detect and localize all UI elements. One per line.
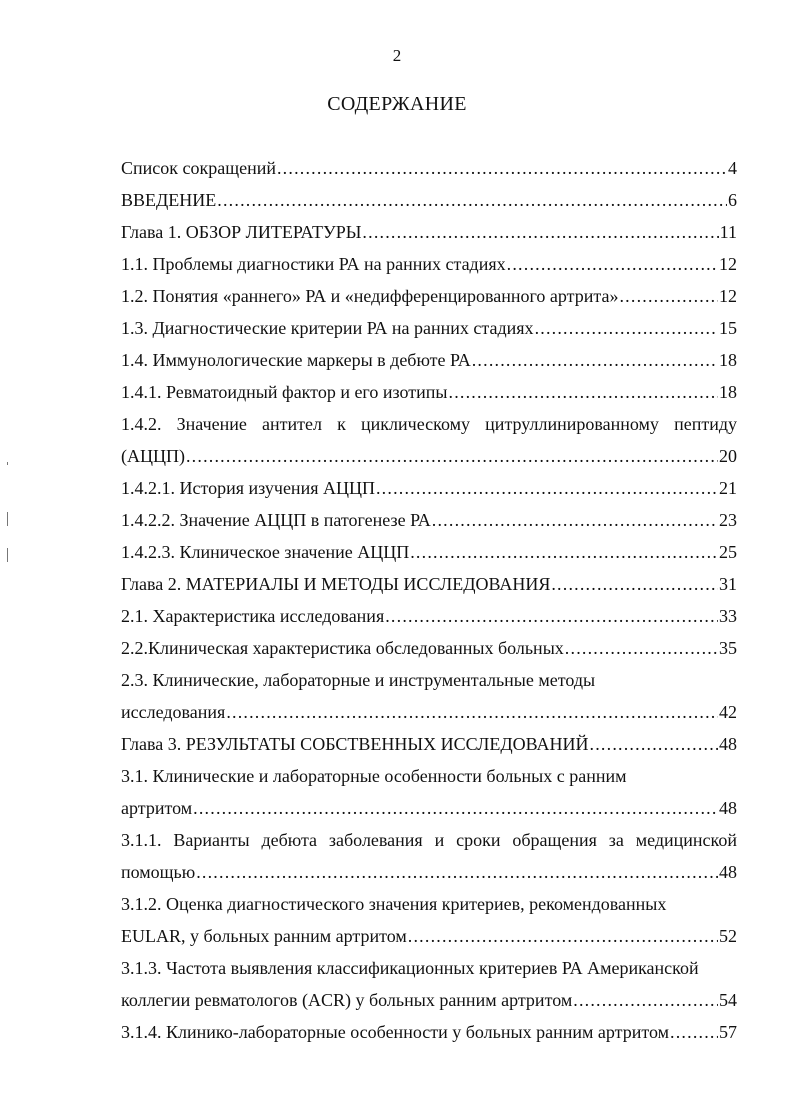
toc-entry-label: 1.4. Иммунологические маркеры в дебюте РА: [121, 350, 471, 370]
toc-entry-label: 1.4.1. Ревматоидный фактор и его изотипы: [121, 382, 448, 402]
toc-entry: [121, 568, 737, 600]
toc-entry-page: 48: [719, 862, 737, 882]
dot-leader: [573, 984, 718, 1016]
dot-leader: [565, 632, 718, 664]
page-title: СОДЕРЖАНИЕ: [327, 93, 467, 115]
toc-entry-page: 48: [719, 734, 737, 754]
toc-entry-page: 4: [728, 158, 737, 178]
toc-entry-page: 15: [719, 318, 737, 338]
dot-leader: [385, 600, 718, 632]
table-of-contents: [121, 152, 737, 1048]
toc-entry-label: помощью: [121, 862, 196, 882]
toc-entry-label: (АЦЦП): [121, 446, 185, 466]
toc-entry-label: 1.4.2.2. Значение АЦЦП в патогенезе РА: [121, 510, 431, 530]
toc-entry-label: Список сокращений: [121, 158, 276, 178]
toc-entry-label: коллегии ревматологов (ACR) у больных ранним артритом: [121, 990, 573, 1010]
toc-entry-page: 18: [719, 382, 737, 402]
toc-entry-page: 18: [719, 350, 737, 370]
dot-leader: [619, 280, 718, 312]
toc-entry-page: 52: [719, 926, 737, 946]
toc-entry-label: EULAR, у больных ранним артритом: [121, 926, 407, 946]
dot-leader: [277, 152, 727, 184]
toc-entry: [121, 440, 737, 472]
toc-entry: [121, 216, 737, 248]
toc-entry-page: 25: [719, 542, 737, 562]
toc-entry-line: 3.1.1. Варианты дебюта заболевания и сроки обращения за медицинской: [121, 830, 737, 850]
toc-entry: [121, 792, 737, 824]
dot-leader: [226, 696, 718, 728]
toc-entry-label: 1.4.2.3. Клиническое значение АЦЦП: [121, 542, 410, 562]
toc-entry-line: 3.1.2. Оценка диагностического значения критериев, рекомендованных: [121, 894, 667, 914]
toc-entry-label: 2.1. Характеристика исследования: [121, 606, 385, 626]
toc-entry: [121, 472, 737, 504]
toc-entry: [121, 856, 737, 888]
toc-entry-line: 3.1. Клинические и лабораторные особенности больных с ранним: [121, 766, 627, 786]
toc-entry-page: 21: [719, 478, 737, 498]
toc-entry: [121, 312, 737, 344]
toc-entry: [121, 920, 737, 952]
toc-entry-page: 6: [728, 190, 737, 210]
toc-entry-page: 20: [719, 446, 737, 466]
dot-leader: [196, 856, 718, 888]
toc-entry-page: 33: [719, 606, 737, 626]
toc-entry-label: 1.4.2.1. История изучения АЦЦП: [121, 478, 375, 498]
toc-entry-page: 11: [719, 222, 737, 242]
dot-leader: [432, 504, 718, 536]
toc-entry-page: 57: [719, 1022, 737, 1042]
toc-entry-page: 31: [719, 574, 737, 594]
toc-entry-label: ВВЕДЕНИЕ: [121, 190, 217, 210]
toc-entry-line: 3.1.3. Частота выявления классификационных критериев РА Американской: [121, 958, 699, 978]
toc-entry-page: 23: [719, 510, 737, 530]
toc-entry: [121, 1016, 737, 1048]
dot-leader: [193, 792, 718, 824]
toc-entry-line: 1.4.2. Значение антител к циклическому цитруллинированному пептиду: [121, 414, 737, 434]
dot-leader: [535, 312, 718, 344]
toc-entry-page: 42: [719, 702, 737, 722]
scan-margin-mark: [7, 462, 8, 465]
dot-leader: [217, 184, 727, 216]
toc-entry-page: 12: [719, 254, 737, 274]
dot-leader: [408, 920, 718, 952]
toc-entry: [121, 280, 737, 312]
toc-entry-label: Глава 1. ОБЗОР ЛИТЕРАТУРЫ: [121, 222, 362, 242]
toc-entry-label: 1.3. Диагностические критерии РА на ранних стадиях: [121, 318, 534, 338]
toc-entry: [121, 344, 737, 376]
dot-leader: [362, 216, 718, 248]
dot-leader: [590, 728, 718, 760]
toc-entry-page: 12: [719, 286, 737, 306]
toc-entry-page: 48: [719, 798, 737, 818]
dot-leader: [410, 536, 718, 568]
toc-entry: [121, 536, 737, 568]
toc-entry: [121, 696, 737, 728]
dot-leader: [186, 440, 718, 472]
dot-leader: [449, 376, 719, 408]
toc-entry-label: Глава 3. РЕЗУЛЬТАТЫ СОБСТВЕННЫХ ИССЛЕДОВАНИЙ: [121, 734, 589, 754]
dot-leader: [670, 1016, 718, 1048]
toc-entry-label: 2.2.Клиническая характеристика обследованных больных: [121, 638, 564, 658]
toc-entry-page: 35: [719, 638, 737, 658]
toc-entry-label: 3.1.4. Клинико-лабораторные особенности у больных ранним артритом: [121, 1022, 670, 1042]
toc-entry: [121, 728, 737, 760]
toc-entry-line: 2.3. Клинические, лабораторные и инструментальные методы: [121, 670, 596, 690]
toc-entry-label: 1.2. Понятия «раннего» РА и «недифференцированного артрита»: [121, 286, 619, 306]
toc-entry-label: 1.1. Проблемы диагностики РА на ранних стадиях: [121, 254, 506, 274]
toc-entry: [121, 376, 737, 408]
toc-entry: [121, 152, 737, 184]
toc-entry: [121, 984, 737, 1016]
dot-leader: [507, 248, 718, 280]
toc-entry: [121, 600, 737, 632]
toc-entry: [121, 504, 737, 536]
dot-leader: [376, 472, 718, 504]
scan-margin-mark: [7, 548, 8, 562]
dot-leader: [472, 344, 718, 376]
toc-entry: [121, 632, 737, 664]
toc-entry: [121, 184, 737, 216]
toc-entry-label: исследования: [121, 702, 226, 722]
scan-margin-mark: [7, 512, 8, 526]
toc-entry: [121, 248, 737, 280]
dot-leader: [551, 568, 718, 600]
page-number: 2: [392, 46, 402, 65]
toc-entry-label: Глава 2. МАТЕРИАЛЫ И МЕТОДЫ ИССЛЕДОВАНИЯ: [121, 574, 551, 594]
toc-entry-page: 54: [719, 990, 737, 1010]
toc-entry-label: артритом: [121, 798, 193, 818]
